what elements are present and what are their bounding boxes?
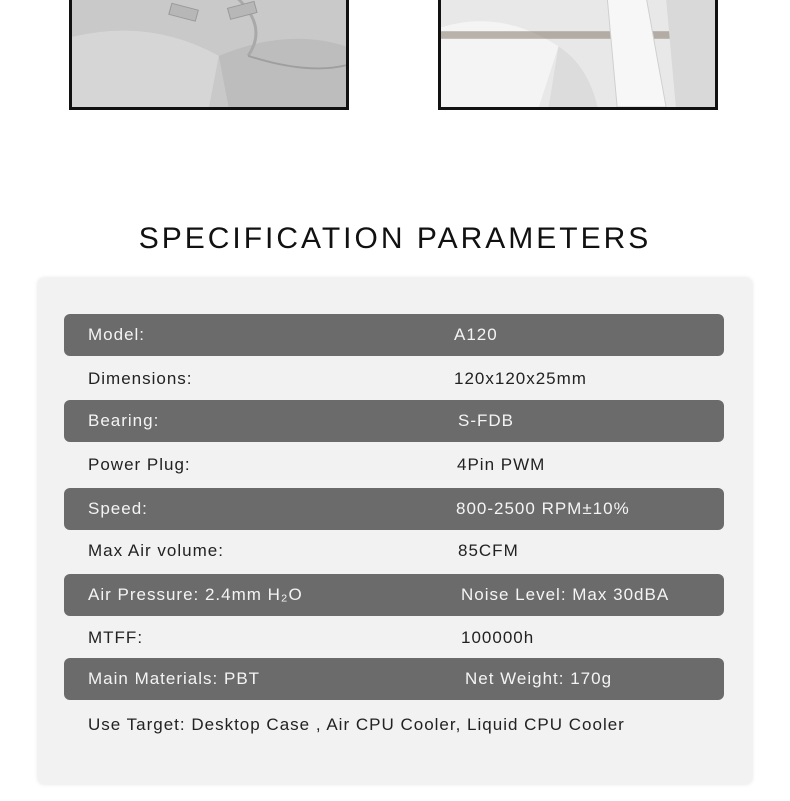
spec-row-air-volume xyxy=(64,530,724,572)
spec-label: Dimensions: xyxy=(88,369,193,388)
spec-row-materials xyxy=(64,658,724,700)
spec-row-bearing xyxy=(64,400,724,442)
spec-row-use-target xyxy=(64,704,724,746)
spec-value: 100000h xyxy=(461,628,535,647)
spec-label: MTFF: xyxy=(88,628,144,647)
use-target-text: Use Target: Desktop Case , Air CPU Cooler, Liquid CPU Cooler xyxy=(88,715,625,734)
spec-row-model xyxy=(64,314,724,356)
fan-closeup-photo-left xyxy=(69,0,349,110)
spec-row-air-pressure xyxy=(64,574,724,616)
spec-label: Air Pressure: 2.4mm H₂O xyxy=(88,585,303,604)
spec-label: Bearing: xyxy=(88,411,160,430)
spec-label: Model: xyxy=(88,325,146,344)
spec-value: S-FDB xyxy=(458,411,514,430)
spec-label: Speed: xyxy=(88,499,148,518)
spec-value: Noise Level: Max 30dBA xyxy=(461,585,670,604)
spec-value: 120x120x25mm xyxy=(454,369,587,388)
spec-value: A120 xyxy=(454,325,498,344)
spec-label: Main Materials: PBT xyxy=(88,669,261,688)
spec-value: 800-2500 RPM±10% xyxy=(456,499,630,518)
spec-value: 4Pin PWM xyxy=(457,455,546,474)
spec-value: 85CFM xyxy=(458,541,519,560)
spec-label: Max Air volume: xyxy=(88,541,224,560)
spec-row-mtff xyxy=(64,617,724,659)
spec-value: Net Weight: 170g xyxy=(465,669,613,688)
fan-frame-image xyxy=(441,0,715,107)
spec-label: Power Plug: xyxy=(88,455,191,474)
fan-closeup-photo-right xyxy=(438,0,718,110)
spec-row-power-plug xyxy=(64,444,724,486)
fan-blade-image xyxy=(72,0,346,107)
spec-panel xyxy=(38,278,752,784)
spec-row-dimensions xyxy=(64,358,724,400)
spec-row-speed xyxy=(64,488,724,530)
page-title: SPECIFICATION PARAMETERS xyxy=(138,222,652,255)
